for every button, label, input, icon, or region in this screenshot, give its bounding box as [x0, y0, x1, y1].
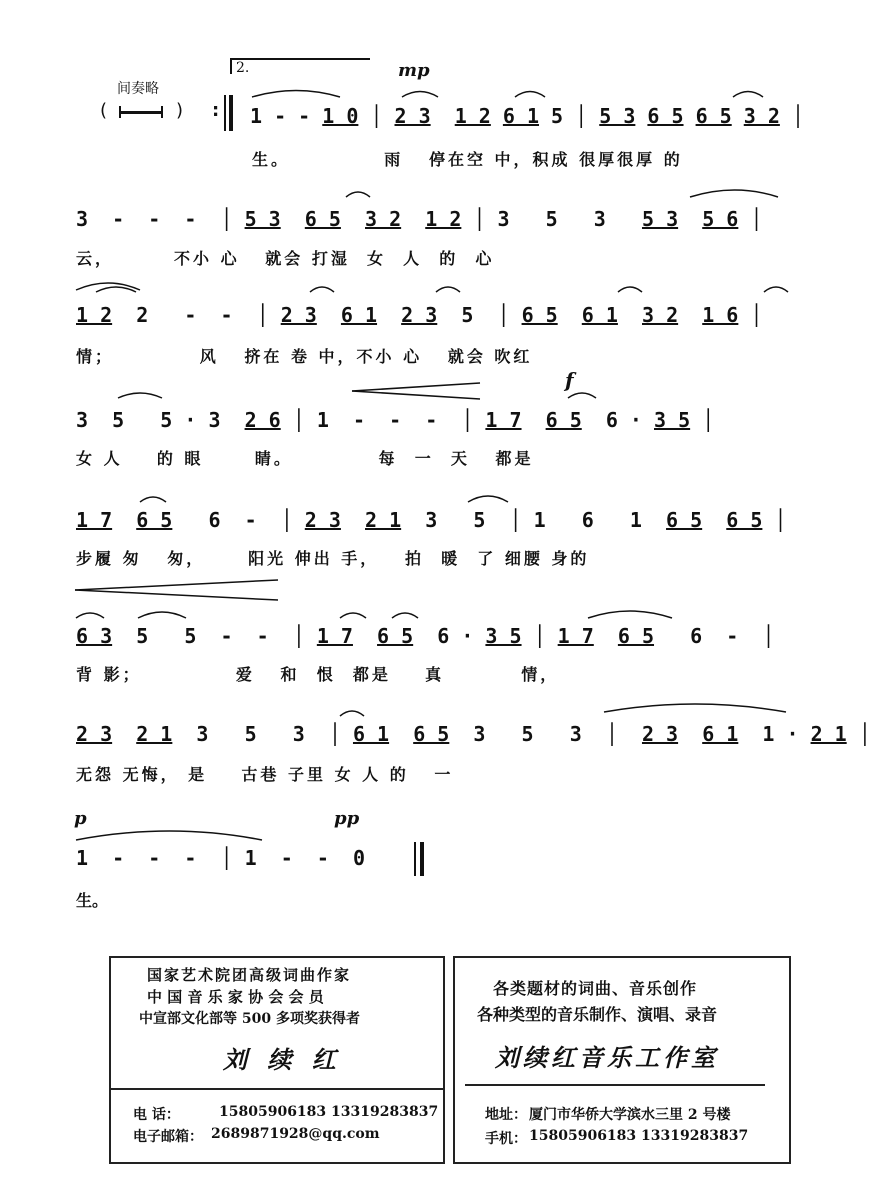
final-bar-thick: [420, 842, 424, 876]
interlude-paren-open: (: [100, 100, 108, 121]
music-row-2: 3 - - - │ 5 3 6 5 3 2 1 2 │ 3 5 3 5 3 5 6 │: [76, 207, 763, 231]
dynamic-pp: pp: [334, 808, 360, 829]
right-card-address-value: 厦门市华侨大学滨水三里 2 号楼: [529, 1107, 731, 1123]
left-card-phone-value: 15805906183 13319283837: [219, 1104, 439, 1120]
left-card-title-3: 中宣部文化部等 500 多项奖获得者: [139, 1011, 360, 1027]
right-card-address-label: 地址：: [485, 1107, 527, 1123]
left-card-divider: [111, 1088, 443, 1090]
volta-number: 2.: [236, 60, 250, 76]
left-card-phone-label: 电 话：: [133, 1107, 180, 1123]
left-card-email-value: 2689871928@qq.com: [211, 1126, 380, 1142]
right-card-line-2: 各种类型的音乐制作、演唱、录音: [477, 1005, 718, 1024]
left-card-email-label: 电子邮箱：: [133, 1129, 203, 1145]
interlude-paren-close: ): [176, 100, 184, 121]
lyrics-row-8: 生。: [76, 891, 109, 910]
lyrics-row-1: 生。 雨 停在空 中，积成 很厚很厚 的: [252, 150, 683, 169]
interlude-bar-end-right: [161, 106, 163, 118]
dynamic-f: f: [565, 368, 574, 392]
music-row-4: 3 5 5 · 3 2 6 │ 1 - - - │ 1 7 6 5 6 · 3 5 │: [76, 408, 715, 432]
dynamic-p: p: [74, 808, 87, 829]
lyrics-row-4: 女 人 的 眼 睛。 每 一 天 都是: [76, 449, 534, 468]
music-row-3: 1 2 2 - - │ 2 3 6 1 2 3 5 │ 6 5 6 1 3 2 1 6 │: [76, 303, 763, 327]
right-card-line-1: 各类题材的词曲、音乐创作: [493, 979, 698, 998]
lyrics-row-3: 情； 风 挤在 卷 中，不小 心 就会 吹红: [76, 347, 533, 366]
left-card: [109, 956, 445, 1164]
left-card-title-2: 中 国 音 乐 家 协 会 会 员: [147, 988, 324, 1006]
left-card-signature: 刘 续 红: [223, 1045, 342, 1074]
right-card: [453, 956, 791, 1164]
music-row-7: 2 3 2 1 3 5 3 │ 6 1 6 5 3 5 3 │ 2 3 6 1 1 · 2 1 │: [76, 722, 871, 746]
interlude-label: 间奏略: [117, 81, 159, 97]
repeat-bar-thick: [229, 95, 233, 131]
final-bar-thin: [414, 842, 416, 876]
volta-bracket-left: [230, 58, 232, 74]
right-card-signature: 刘续红音乐工作室: [495, 1043, 719, 1072]
repeat-dots-icon: :: [212, 100, 220, 121]
repeat-bar-thin: [224, 95, 226, 131]
interlude-bar-end-left: [119, 106, 121, 118]
lyrics-row-2: 云， 不小 心 就会 打湿 女 人 的 心: [76, 249, 495, 268]
right-card-divider: [465, 1084, 765, 1086]
right-card-mobile-value: 15805906183 13319283837: [529, 1128, 749, 1144]
music-row-1: 1 - - 1 0 │ 2 3 1 2 6 1 5 │ 5 3 6 5 6 5 3 2 │: [250, 104, 804, 128]
volta-bracket: [230, 58, 370, 60]
lyrics-row-6: 背 影； 爱 和 恨 都是 真 情，: [76, 665, 560, 684]
dynamic-mp: mp: [398, 60, 430, 81]
music-row-8: 1 - - - │ 1 - - 0: [76, 846, 378, 870]
music-row-5: 1 7 6 5 6 - │ 2 3 2 1 3 5 │ 1 6 1 6 5 6 5 │: [76, 508, 787, 532]
left-card-title-1: 国家艺术院团高级词曲作家: [147, 966, 352, 984]
lyrics-row-7: 无怨 无悔， 是 古巷 子里 女 人 的 一: [76, 765, 454, 784]
music-row-6: 6 3 5 5 - - │ 1 7 6 5 6 · 3 5 │ 1 7 6 5 6 - │: [76, 624, 775, 648]
interlude-bar-icon: [120, 111, 162, 114]
right-card-mobile-label: 手机：: [485, 1131, 527, 1147]
lyrics-row-5: 步履 匆 匆， 阳光 伸出 手， 拍 暖 了 细腰 身的: [76, 549, 590, 568]
